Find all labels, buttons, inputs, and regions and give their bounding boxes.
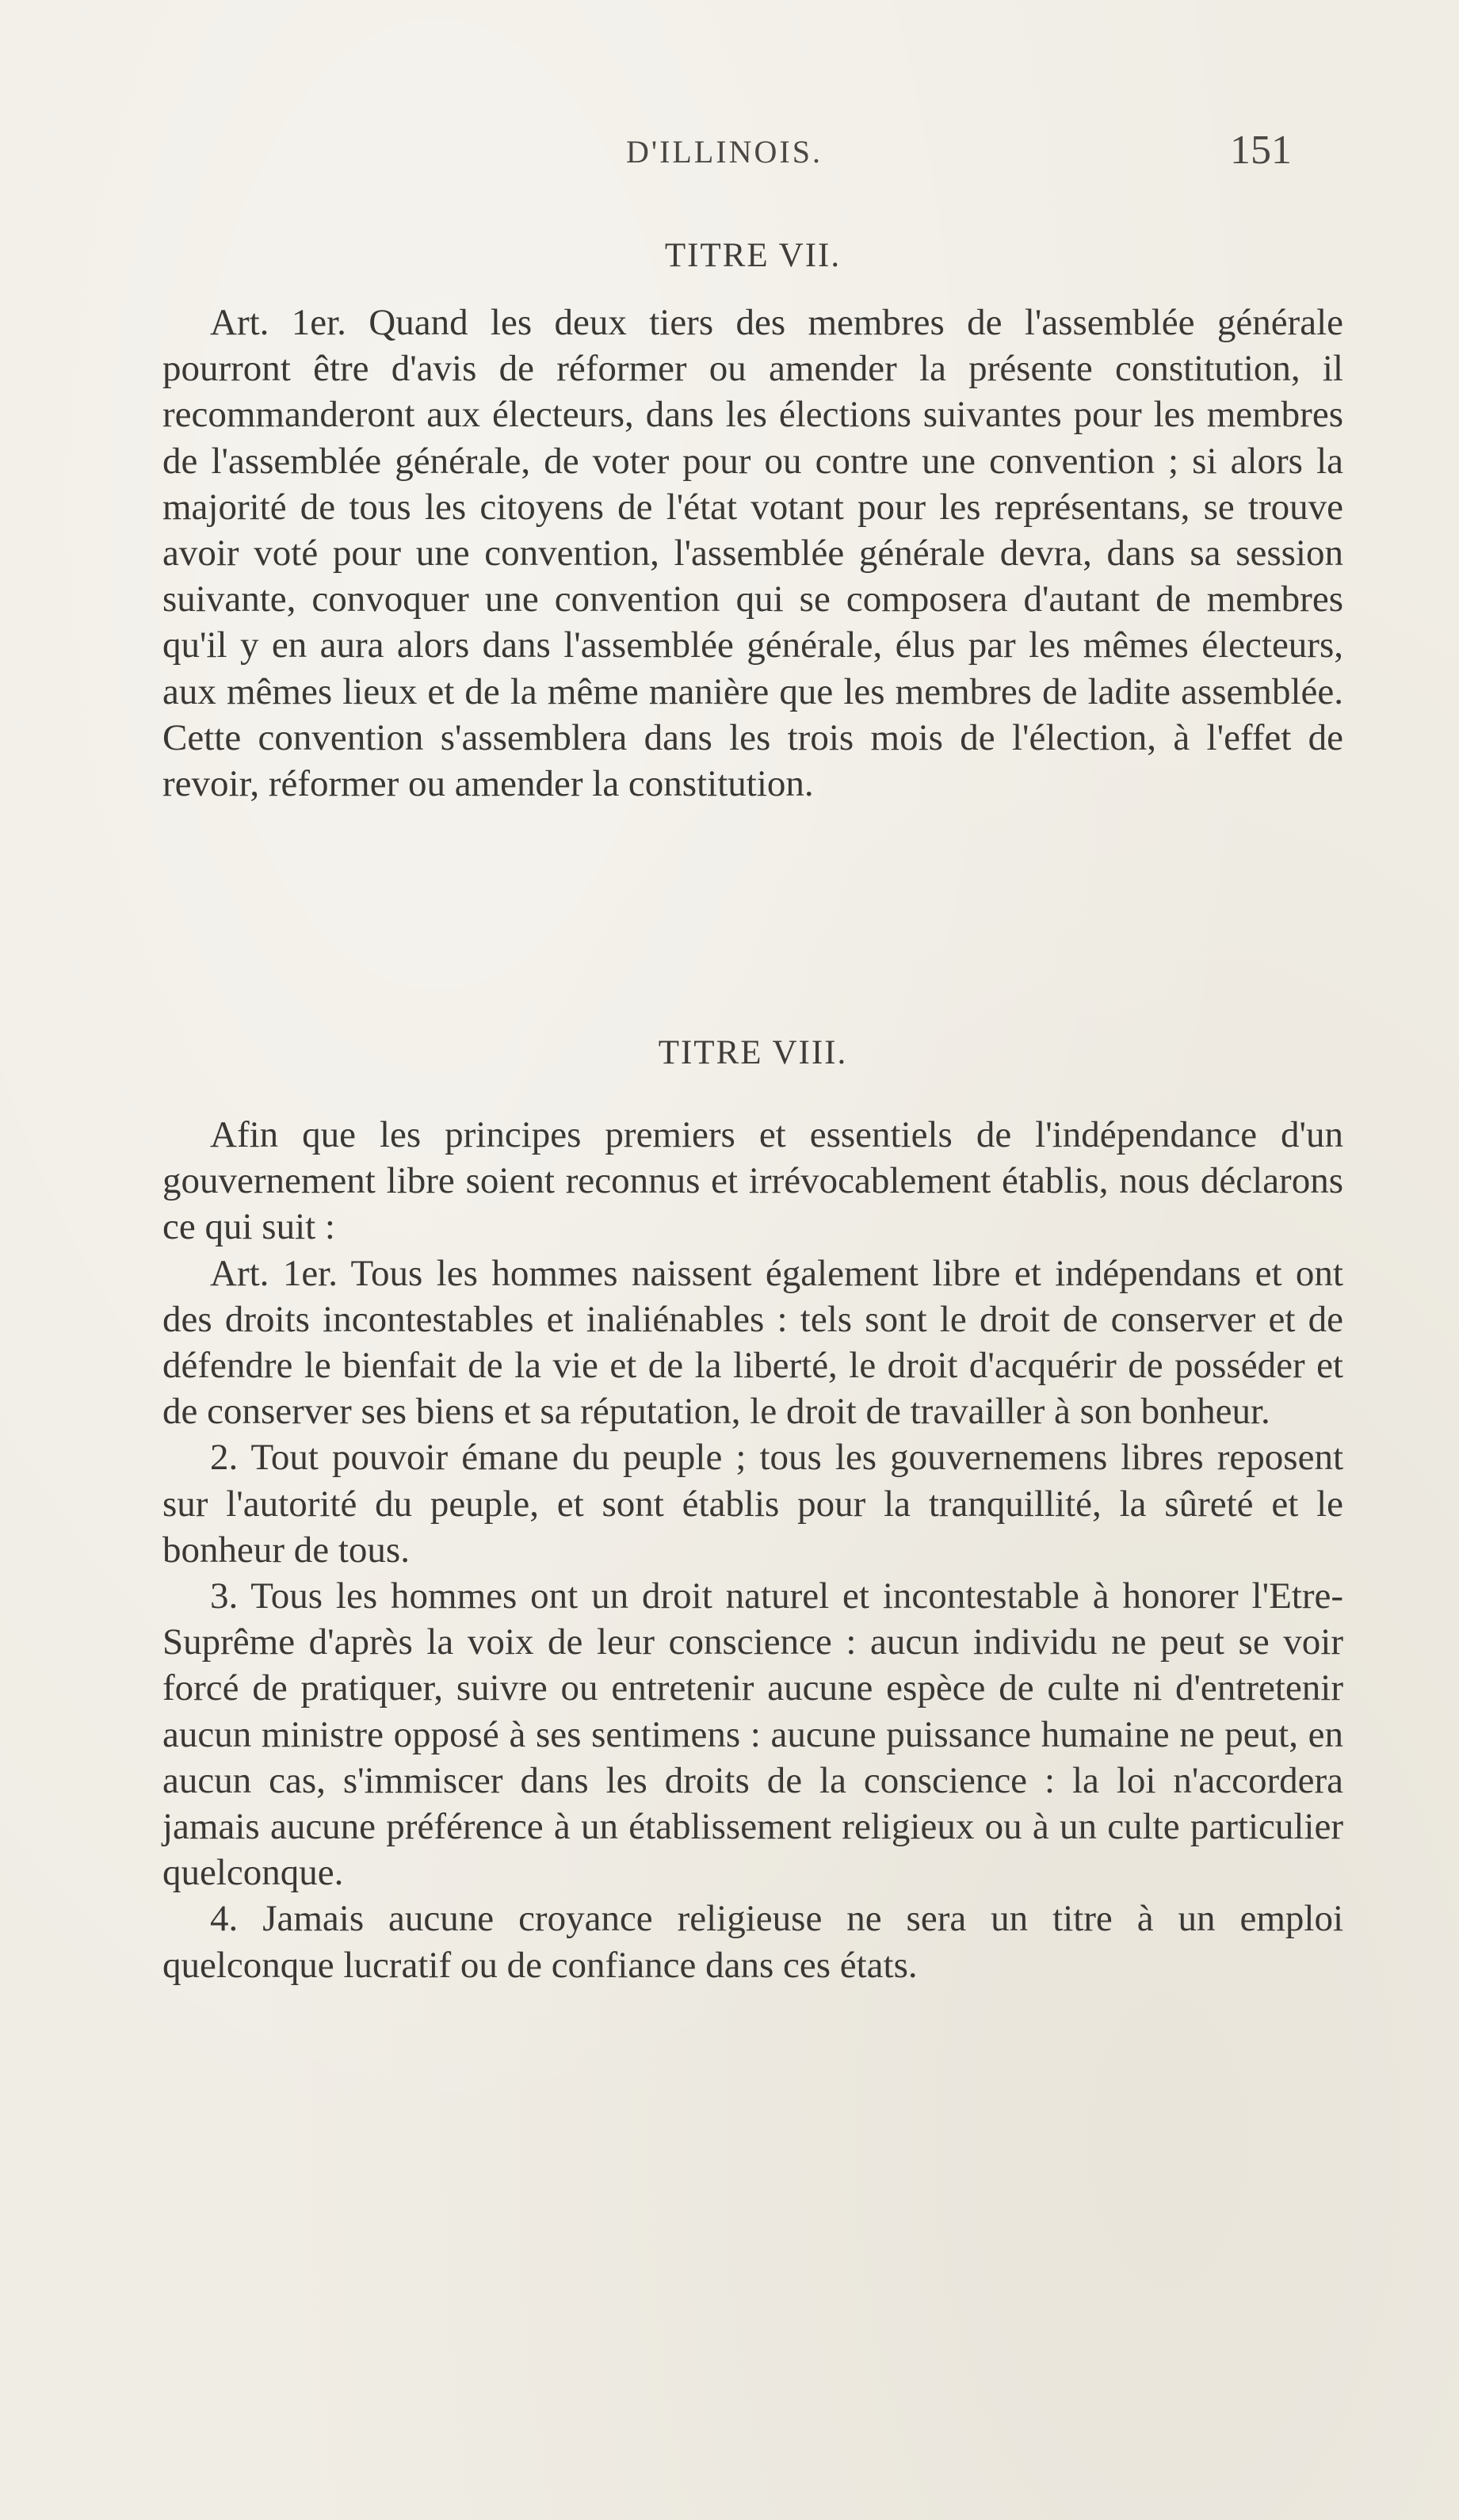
section-heading-titre-viii: TITRE VIII. [658, 1034, 848, 1071]
article-paragraph: Art. 1er. Quand les deux tiers des membres de l'assemblée générale pourront être d'avis de réformer ou amender la présente constitution, il recommanderont aux électeurs, dans les élections suivantes pour les membres de l'assemblée générale, de voter pour ou contre une convention ; si alors la majorité de tous les citoyens de l'état votant pour les représentans, se trouve avoir voté pour une convention, l'assemblée générale devra, dans sa session suivante, convoquer une convention qui se composera d'autant de membres qu'il y en aura alors dans l'assemblée générale, élus par les mêmes électeurs, aux mêmes lieux et de la même manière que les membres de ladite assemblée. Cette convention s'assemblera dans les trois mois de l'élection, à l'effet de revoir, réformer ou amender la constitution. [162, 302, 1343, 805]
preamble-paragraph: Afin que les principes premiers et essentiels de l'indépendance d'un gouvernement libre soient reconnus et irrévocablement établis, nous déclarons ce qui suit : [162, 1114, 1343, 1248]
section-heading-titre-vii: TITRE VII. [664, 237, 842, 274]
section-body-titre-viii [162, 1112, 1343, 1988]
section-body-titre-vii [162, 300, 1343, 807]
article-paragraph: 2. Tout pouvoir émane du peuple ; tous les gouvernemens libres reposent sur l'autorité du peuple, et sont établis pour la tranquillité, la sûreté et le bonheur de tous. [162, 1437, 1343, 1571]
article-paragraph: Art. 1er. Tous les hommes naissent également libre et indépendans et ont des droits incontestables et inaliénables : tels sont le droit de conserver et de défendre le bienfait de la vie et de la liberté, le droit d'acquérir de posséder et de conserver ses biens et sa réputation, le droit de travailler à son bonheur. [162, 1252, 1343, 1433]
page-number: 151 [1230, 128, 1292, 173]
article-paragraph: 4. Jamais aucune croyance religieuse ne sera un titre à un emploi quelconque lucratif ou de confiance dans ces états. [162, 1898, 1343, 1986]
running-head: D'ILLINOIS. [626, 134, 823, 170]
article-paragraph: 3. Tous les hommes ont un droit naturel et incontestable à honorer l'Etre-Suprême d'après la voix de leur conscience : aucun individu ne peut se voir forcé de pratiquer, suivre ou entretenir aucune espèce de culte ni d'entretenir aucun ministre opposé à ses sentimens : aucune puissance humaine ne peut, en aucun cas, s'immiscer dans les droits de la conscience : la loi n'accordera jamais aucune préférence à un établissement religieux ou à un culte particulier quelconque. [162, 1575, 1343, 1894]
